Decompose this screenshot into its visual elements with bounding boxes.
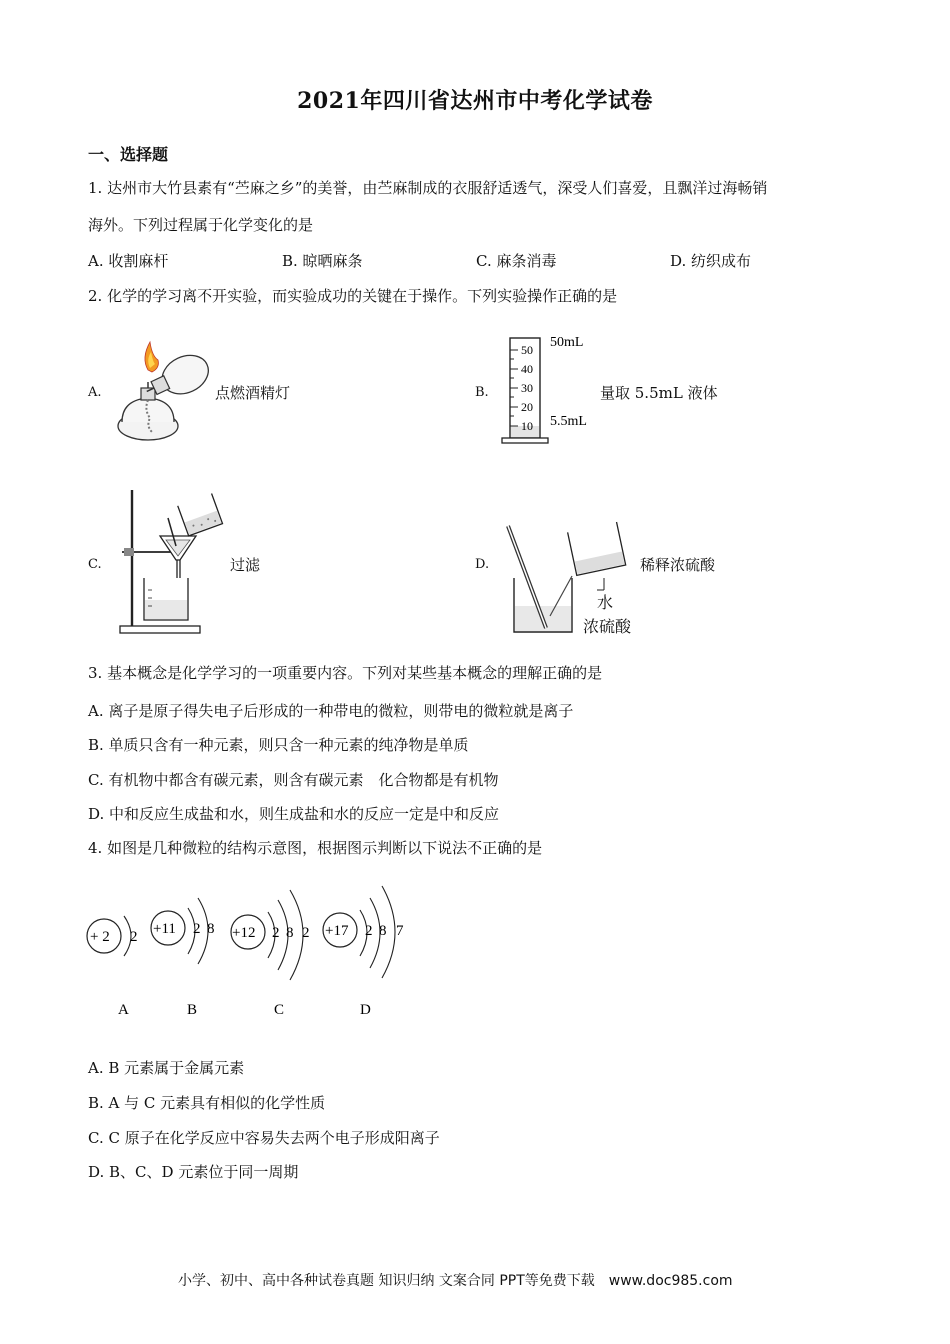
q2-option-c-letter: C.: [88, 557, 102, 572]
atomic-structure-diagram: [80, 870, 420, 1030]
particle-d: [323, 886, 404, 1018]
q4-option-a: A. B 元素属于金属元素: [88, 1059, 245, 1077]
q3-stem: 3. 基本概念是化学学习的一项重要内容。下列对某些基本概念的理解正确的是: [88, 664, 603, 682]
particle-a-label: A: [118, 1002, 129, 1018]
particle-c-label: C: [274, 1002, 285, 1018]
q2-option-a-caption: 点燃酒精灯: [215, 384, 291, 402]
particle-b: [151, 898, 215, 1018]
particle-c-shell-3: 2: [302, 925, 310, 941]
filtration-figure: [116, 486, 228, 636]
q1-stem-line1: 1. 达州市大竹县素有“苎麻之乡”的美誉，由苎麻制成的衣服舒适透气，深受人们喜爱，且飘洋过海畅销: [88, 179, 768, 197]
particle-d-shell-2: 8: [379, 923, 387, 939]
graduated-cylinder-figure: [500, 330, 600, 450]
page-footer: 小学、初中、高中各种试卷真题 知识归纳 文案合同 PPT等免费下载 www.doc985.com: [178, 1273, 733, 1289]
q3-option-c: C. 有机物中都含有碳元素，则含有碳元素 化合物都是有机物: [88, 771, 499, 789]
q1-option-d: D. 纺织成布: [670, 252, 752, 270]
cylinder-tick-50: 50: [521, 343, 533, 357]
cylinder-tick-30: 30: [521, 381, 533, 395]
particle-d-shell-1: 2: [365, 923, 373, 939]
cylinder-tick-20: 20: [521, 400, 533, 414]
q3-option-b: B. 单质只含有一种元素，则只含一种元素的纯净物是单质: [88, 736, 469, 754]
q1-option-b: B. 晾晒麻条: [282, 252, 363, 270]
particle-c-shell-1: 2: [272, 925, 280, 941]
particle-b-nucleus: +11: [153, 921, 176, 937]
cylinder-tick-10: 10: [521, 419, 533, 433]
section-heading: 一、选择题: [88, 145, 169, 164]
q2-option-c-caption: 过滤: [230, 556, 261, 574]
particle-a-shell-1: 2: [130, 929, 138, 945]
water-label: 水: [597, 595, 614, 612]
q2-option-b-letter: B.: [475, 385, 489, 400]
lighting-alcohol-lamp-figure: [108, 338, 216, 446]
cylinder-capacity-label: 50mL: [550, 335, 584, 350]
q4-option-c: C. C 原子在化学反应中容易失去两个电子形成阳离子: [88, 1129, 440, 1147]
particle-d-label: D: [360, 1002, 371, 1018]
particle-b-shell-1: 2: [193, 921, 201, 937]
q1-option-c: C. 麻条消毒: [476, 252, 557, 270]
particle-c-nucleus: +12: [232, 925, 256, 941]
cylinder-reading-label: 5.5mL: [550, 414, 587, 429]
particle-c-shell-2: 8: [286, 925, 294, 941]
q4-stem: 4. 如图是几种微粒的结构示意图，根据图示判断以下说法不正确的是: [88, 839, 543, 857]
particle-d-shell-3: 7: [396, 923, 404, 939]
q4-option-b: B. A 与 C 元素具有相似的化学性质: [88, 1094, 326, 1112]
q1-option-a: A. 收割麻杆: [88, 252, 169, 270]
q2-stem: 2. 化学的学习离不开实验，而实验成功的关键在于操作。下列实验操作正确的是: [88, 287, 618, 305]
particle-a: [87, 916, 138, 1018]
particle-c: [231, 890, 310, 1018]
particle-d-nucleus: +17: [325, 923, 349, 939]
particle-a-nucleus: + 2: [90, 929, 110, 945]
q1-stem-line2: 海外。下列过程属于化学变化的是: [88, 216, 314, 234]
q2-option-a-letter: A.: [88, 385, 102, 400]
particle-b-label: B: [187, 1002, 198, 1018]
q2-option-b-caption: 量取 5.5mL 液体: [600, 384, 718, 402]
particle-b-shell-2: 8: [207, 921, 215, 937]
q2-option-d-caption: 稀释浓硫酸: [640, 556, 716, 574]
acid-label: 浓硫酸: [583, 619, 632, 636]
q2-option-d-letter: D.: [475, 557, 490, 572]
q3-option-a: A. 离子是原子得失电子后形成的一种带电的微粒，则带电的微粒就是离子: [88, 702, 574, 720]
cylinder-tick-40: 40: [521, 362, 533, 376]
page-title: 2021年四川省达州市中考化学试卷: [297, 88, 653, 114]
q4-option-d: D. B、C、D 元素位于同一周期: [88, 1163, 299, 1181]
q3-option-d: D. 中和反应生成盐和水，则生成盐和水的反应一定是中和反应: [88, 805, 500, 823]
